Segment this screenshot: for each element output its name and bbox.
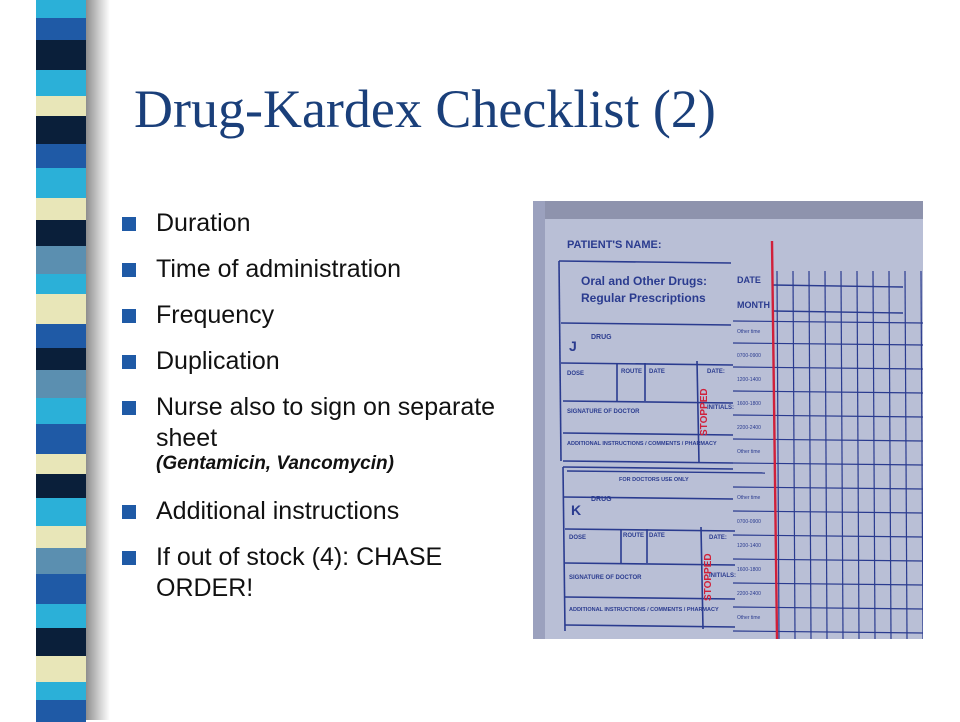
kardex-heading: Oral and Other Drugs: — [581, 274, 708, 288]
photo-shadow-left — [533, 201, 545, 639]
dose-label-j: DOSE — [567, 371, 585, 377]
time-label: Other time — [737, 615, 761, 621]
bullet-square-icon — [122, 355, 136, 369]
bullet-text: Duplication — [156, 347, 280, 375]
dose-label-k: DOSE — [569, 535, 587, 541]
doctors-only-label: FOR DOCTORS USE ONLY — [619, 477, 689, 483]
patient-name-label: PATIENT'S NAME: — [567, 239, 662, 251]
month-label: MONTH — [737, 300, 770, 310]
time-label: 1200-1400 — [737, 543, 761, 549]
initials-label-j: INITIALS: — [707, 405, 734, 411]
instructions-label-j: ADDITIONAL INSTRUCTIONS / COMMENTS / PHARMACY — [567, 441, 717, 447]
stripe-block — [36, 116, 86, 144]
bullet-item — [122, 392, 512, 476]
stripe-block — [36, 348, 86, 370]
kardex-photo — [533, 201, 923, 639]
stopped-date-j: DATE: — [707, 369, 725, 375]
stripe-block — [36, 474, 86, 498]
stripe-block — [36, 656, 86, 682]
stripe-block — [36, 294, 86, 324]
time-label: 2200-2400 — [737, 425, 761, 431]
stripe-block — [36, 246, 86, 274]
date-label: DATE — [737, 275, 761, 285]
signature-label-k: SIGNATURE OF DOCTOR — [569, 575, 642, 581]
time-label: Other time — [737, 495, 761, 501]
bullet-square-icon — [122, 309, 136, 323]
stopped-date-k: DATE: — [709, 535, 727, 541]
section-letter-k: K — [571, 502, 582, 518]
bullet-text: Time of administration — [156, 255, 401, 283]
stripe-block — [36, 96, 86, 116]
stripe-block — [36, 682, 86, 700]
stripe-block — [36, 198, 86, 220]
bullet-item — [122, 254, 512, 285]
route-label-k: ROUTE — [623, 533, 644, 539]
kardex-heading-line2: Regular Prescriptions — [581, 291, 706, 305]
bullet-note: (Gentamicin, Vancomycin) — [156, 453, 394, 474]
bullet-text: Nurse also to sign on separate sheet — [156, 393, 496, 452]
stripe-block — [36, 526, 86, 548]
stopped-label-k: STOPPED — [703, 553, 714, 601]
bullet-item — [122, 208, 512, 239]
decorative-stripe — [0, 0, 110, 720]
stripe-block — [36, 498, 86, 526]
date-small-j: DATE — [649, 369, 665, 375]
bullet-square-icon — [122, 263, 136, 277]
stripe-shadow — [86, 0, 110, 720]
bullet-item — [122, 300, 512, 331]
stopped-label-j: STOPPED — [699, 388, 710, 436]
stripe-block — [36, 18, 86, 40]
time-label: 1600-1800 — [737, 567, 761, 573]
stripe-block — [36, 144, 86, 168]
time-label: 1600-1800 — [737, 401, 761, 407]
stripe-block — [36, 628, 86, 656]
bullet-item — [122, 346, 512, 377]
bullet-item — [122, 542, 512, 604]
stripe-block — [36, 548, 86, 574]
bullet-square-icon — [122, 505, 136, 519]
slide-title: Drug-Kardex Checklist (2) — [134, 79, 716, 139]
drug-label-k: DRUG — [591, 496, 612, 503]
time-label: 2200-2400 — [737, 591, 761, 597]
bullet-text: Additional instructions — [156, 497, 400, 525]
photo-shadow-top — [533, 201, 923, 219]
time-label: 0700-0900 — [737, 353, 761, 359]
stripe-block — [36, 604, 86, 628]
bullet-item — [122, 496, 512, 527]
stripe-block — [36, 370, 86, 398]
stripe-block — [36, 574, 86, 604]
stripe-block — [36, 398, 86, 424]
bullet-text: Frequency — [156, 301, 275, 329]
instructions-label-k: ADDITIONAL INSTRUCTIONS / COMMENTS / PHARMACY — [569, 607, 719, 613]
bullet-text: Duration — [156, 209, 251, 237]
stripe-block — [36, 220, 86, 246]
bullet-square-icon — [122, 217, 136, 231]
time-label: 1200-1400 — [737, 377, 761, 383]
time-label: Other time — [737, 449, 761, 455]
time-label: Other time — [737, 329, 761, 335]
stripe-margin — [0, 0, 36, 720]
bullet-text: If out of stock (4): CHASE ORDER! — [156, 543, 443, 602]
stripe-block — [36, 274, 86, 294]
stripe-block — [36, 168, 86, 198]
stripe-block — [36, 454, 86, 474]
date-small-k: DATE — [649, 533, 665, 539]
bullet-square-icon — [122, 551, 136, 565]
bullet-square-icon — [122, 401, 136, 415]
initials-label-k: INITIALS: — [709, 573, 736, 579]
bullet-list — [122, 208, 512, 619]
stripe-block — [36, 0, 86, 18]
stripe-block — [36, 40, 86, 70]
signature-label-j: SIGNATURE OF DOCTOR — [567, 409, 640, 415]
stripe-block — [36, 324, 86, 348]
drug-label-j: DRUG — [591, 334, 612, 341]
stripe-block — [36, 700, 86, 722]
section-letter-j: J — [569, 338, 577, 354]
route-label-j: ROUTE — [621, 369, 642, 375]
stripe-block — [36, 70, 86, 96]
stripe-block — [36, 424, 86, 454]
time-label: 0700-0900 — [737, 519, 761, 525]
